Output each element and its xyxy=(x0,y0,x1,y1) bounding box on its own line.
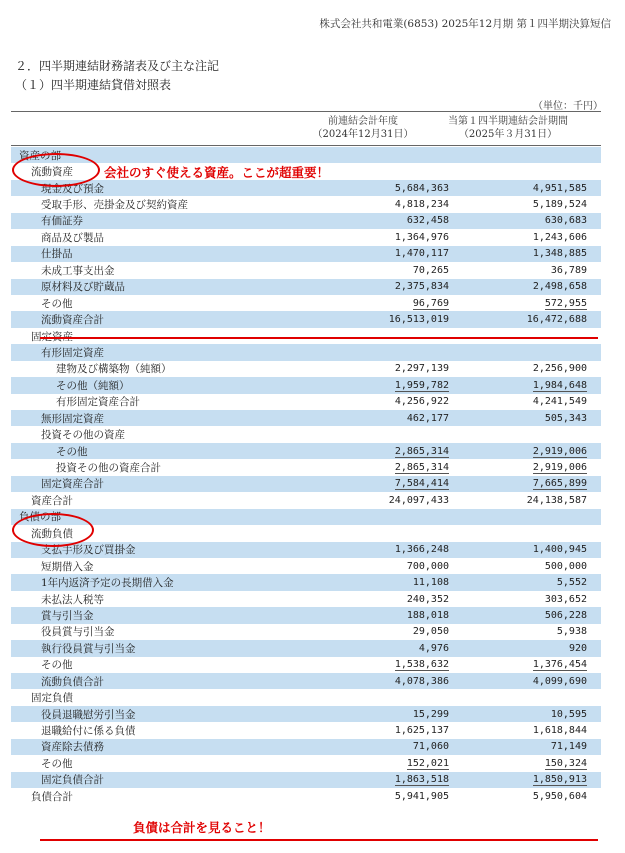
table-row xyxy=(11,722,601,738)
row-value-current: 1,850,913 xyxy=(451,772,601,788)
table-row xyxy=(11,295,601,311)
table-row xyxy=(11,525,601,541)
row-value-previous: 632,458 xyxy=(273,213,451,229)
row-value-previous: 2,297,139 xyxy=(273,361,451,377)
row-value-current: 4,951,585 xyxy=(451,180,601,196)
row-value-previous: 11,108 xyxy=(273,574,451,590)
row-value-current: 24,138,587 xyxy=(451,492,601,508)
table-row xyxy=(11,459,601,475)
row-value-current: 16,472,688 xyxy=(451,311,601,327)
row-label: 執行役員賞与引当金 xyxy=(11,640,273,656)
row-value-current: 4,241,549 xyxy=(451,394,601,410)
row-value-previous: 1,470,117 xyxy=(273,246,451,262)
table-top-rule xyxy=(11,111,601,112)
row-value-previous: 4,078,386 xyxy=(273,673,451,689)
row-label: 有形固定資産合計 xyxy=(11,394,273,410)
row-value-previous: 96,769 xyxy=(273,295,451,311)
table-row xyxy=(11,476,601,492)
row-value-current: 36,789 xyxy=(451,262,601,278)
row-label: 1年内返済予定の長期借入金 xyxy=(11,574,273,590)
row-value-previous xyxy=(273,426,451,442)
row-value-previous xyxy=(273,525,451,541)
row-value-previous: 2,375,834 xyxy=(273,279,451,295)
balance-sheet-body xyxy=(11,147,601,805)
row-value-current: 303,652 xyxy=(451,591,601,607)
row-label: 負債合計 xyxy=(11,788,273,804)
row-value-current: 2,498,658 xyxy=(451,279,601,295)
table-row xyxy=(11,180,601,196)
row-label: 原材料及び貯蔵品 xyxy=(11,279,273,295)
row-label: 退職給付に係る負債 xyxy=(11,722,273,738)
row-value-previous: 240,352 xyxy=(273,591,451,607)
table-row xyxy=(11,196,601,212)
row-label: 投資その他の資産 xyxy=(11,426,273,442)
row-value-previous: 4,256,922 xyxy=(273,394,451,410)
column-header-current-date: （2025年３月31日） xyxy=(458,129,558,140)
table-row xyxy=(11,574,601,590)
column-header-previous-date: （2024年12月31日） xyxy=(312,129,414,140)
table-row xyxy=(11,772,601,788)
table-header-rule xyxy=(11,145,601,146)
table-row xyxy=(11,344,601,360)
row-label: その他（純額） xyxy=(11,377,273,393)
row-value-current xyxy=(451,689,601,705)
row-value-current xyxy=(451,147,601,163)
row-label: 現金及び預金 xyxy=(11,180,273,196)
row-value-previous: 152,021 xyxy=(273,755,451,771)
row-label: 有形固定資産 xyxy=(11,344,273,360)
row-label: 流動負債 xyxy=(11,525,273,541)
row-value-current: 2,919,006 xyxy=(451,459,601,475)
row-label: 資産合計 xyxy=(11,492,273,508)
row-value-current: 505,343 xyxy=(451,410,601,426)
row-value-previous: 1,364,976 xyxy=(273,229,451,245)
row-label: その他 xyxy=(11,755,273,771)
row-label: 流動負債合計 xyxy=(11,673,273,689)
row-label: 商品及び製品 xyxy=(11,229,273,245)
row-value-current: 572,955 xyxy=(451,295,601,311)
row-value-previous: 1,538,632 xyxy=(273,657,451,673)
row-label: 役員賞与引当金 xyxy=(11,624,273,640)
row-label: 資産の部 xyxy=(11,147,273,163)
liabilities-circle xyxy=(12,513,94,547)
row-label: 支払手形及び買掛金 xyxy=(11,542,273,558)
current-assets-total-underline xyxy=(40,337,598,339)
row-value-current xyxy=(451,426,601,442)
table-row xyxy=(11,377,601,393)
row-value-current xyxy=(451,344,601,360)
row-label: 固定負債合計 xyxy=(11,772,273,788)
row-value-current: 150,324 xyxy=(451,755,601,771)
row-value-current: 2,256,900 xyxy=(451,361,601,377)
row-value-current: 1,243,606 xyxy=(451,229,601,245)
row-value-current xyxy=(451,163,601,179)
row-value-current: 5,938 xyxy=(451,624,601,640)
row-value-previous: 1,959,782 xyxy=(273,377,451,393)
table-row xyxy=(11,279,601,295)
row-label: 負債の部 xyxy=(11,509,273,525)
row-value-current xyxy=(451,509,601,525)
row-value-current: 5,552 xyxy=(451,574,601,590)
table-row xyxy=(11,311,601,327)
row-value-current: 5,189,524 xyxy=(451,196,601,212)
table-row xyxy=(11,788,601,804)
row-label: 固定負債 xyxy=(11,689,273,705)
table-row xyxy=(11,213,601,229)
unit-label: （単位：千円） xyxy=(533,101,603,112)
table-row xyxy=(11,246,601,262)
row-value-current: 1,400,945 xyxy=(451,542,601,558)
row-value-current: 2,919,006 xyxy=(451,443,601,459)
row-value-previous: 71,060 xyxy=(273,739,451,755)
table-row xyxy=(11,755,601,771)
row-value-previous: 700,000 xyxy=(273,558,451,574)
row-value-previous: 1,863,518 xyxy=(273,772,451,788)
row-value-previous: 1,625,137 xyxy=(273,722,451,738)
row-value-previous: 1,366,248 xyxy=(273,542,451,558)
column-header-current xyxy=(408,115,608,141)
row-label: 投資その他の資産合計 xyxy=(11,459,273,475)
table-row xyxy=(11,147,601,163)
column-header-current-title: 当第１四半期連結会計期間 xyxy=(448,116,568,127)
row-value-previous xyxy=(273,509,451,525)
row-label: 固定資産 xyxy=(11,328,273,344)
row-value-current xyxy=(451,525,601,541)
row-value-previous: 29,050 xyxy=(273,624,451,640)
row-label: 賞与引当金 xyxy=(11,607,273,623)
section-subheading: （１）四半期連結貸借対照表 xyxy=(15,78,172,92)
table-row xyxy=(11,657,601,673)
row-value-current: 506,228 xyxy=(451,607,601,623)
row-label: 流動資産合計 xyxy=(11,311,273,327)
row-value-previous xyxy=(273,344,451,360)
row-value-current: 1,984,648 xyxy=(451,377,601,393)
row-value-previous: 5,684,363 xyxy=(273,180,451,196)
row-value-current: 5,950,604 xyxy=(451,788,601,804)
table-row xyxy=(11,640,601,656)
table-row xyxy=(11,607,601,623)
table-row xyxy=(11,492,601,508)
current-assets-circle xyxy=(12,153,100,187)
balance-sheet-table xyxy=(11,147,601,805)
row-value-previous: 2,865,314 xyxy=(273,443,451,459)
row-label: その他 xyxy=(11,657,273,673)
row-value-previous: 5,941,905 xyxy=(273,788,451,804)
table-row xyxy=(11,426,601,442)
row-value-current: 4,099,690 xyxy=(451,673,601,689)
row-value-current: 500,000 xyxy=(451,558,601,574)
liabilities-total-underline xyxy=(40,839,598,841)
row-label: 無形固定資産 xyxy=(11,410,273,426)
table-row xyxy=(11,706,601,722)
table-row xyxy=(11,410,601,426)
table-row xyxy=(11,673,601,689)
row-value-previous: 188,018 xyxy=(273,607,451,623)
row-value-current: 920 xyxy=(451,640,601,656)
row-value-current: 1,376,454 xyxy=(451,657,601,673)
table-row xyxy=(11,558,601,574)
row-label: 資産除去債務 xyxy=(11,739,273,755)
liabilities-annotation: 負債は合計を見ること！ xyxy=(133,820,271,835)
table-row xyxy=(11,443,601,459)
table-row xyxy=(11,624,601,640)
row-label: 未成工事支出金 xyxy=(11,262,273,278)
row-value-current: 630,683 xyxy=(451,213,601,229)
row-label: 建物及び構築物（純額） xyxy=(11,361,273,377)
row-label: 未払法人税等 xyxy=(11,591,273,607)
current-assets-annotation: 会社のすぐ使える資産。ここが超重要！ xyxy=(104,165,330,180)
table-row xyxy=(11,509,601,525)
row-value-previous: 16,513,019 xyxy=(273,311,451,327)
row-value-previous: 24,097,433 xyxy=(273,492,451,508)
row-label: その他 xyxy=(11,443,273,459)
table-row xyxy=(11,739,601,755)
table-row xyxy=(11,229,601,245)
row-value-current: 1,348,885 xyxy=(451,246,601,262)
row-value-previous: 4,818,234 xyxy=(273,196,451,212)
table-row xyxy=(11,591,601,607)
table-row xyxy=(11,542,601,558)
column-header-previous-title: 前連結会計年度 xyxy=(328,116,398,127)
table-row xyxy=(11,394,601,410)
row-label: 受取手形、売掛金及び契約資産 xyxy=(11,196,273,212)
row-label: 流動資産 xyxy=(11,163,273,179)
row-value-current: 1,618,844 xyxy=(451,722,601,738)
row-value-previous: 462,177 xyxy=(273,410,451,426)
row-label: 固定資産合計 xyxy=(11,476,273,492)
row-value-current: 7,665,899 xyxy=(451,476,601,492)
row-value-previous: 70,265 xyxy=(273,262,451,278)
table-row xyxy=(11,262,601,278)
document-header: 株式会社共和電業(6853) 2025年12月期 第１四半期決算短信 xyxy=(319,18,611,30)
table-row xyxy=(11,689,601,705)
row-label: 仕掛品 xyxy=(11,246,273,262)
row-label: その他 xyxy=(11,295,273,311)
section-heading: ２．四半期連結財務諸表及び主な注記 xyxy=(15,59,220,73)
row-label: 有価証券 xyxy=(11,213,273,229)
row-value-previous: 2,865,314 xyxy=(273,459,451,475)
table-row xyxy=(11,361,601,377)
row-value-current: 10,595 xyxy=(451,706,601,722)
row-value-previous: 4,976 xyxy=(273,640,451,656)
row-value-previous xyxy=(273,147,451,163)
row-value-previous: 7,584,414 xyxy=(273,476,451,492)
row-value-previous: 15,299 xyxy=(273,706,451,722)
row-value-current: 71,149 xyxy=(451,739,601,755)
row-label: 短期借入金 xyxy=(11,558,273,574)
row-label: 役員退職慰労引当金 xyxy=(11,706,273,722)
row-value-previous xyxy=(273,689,451,705)
